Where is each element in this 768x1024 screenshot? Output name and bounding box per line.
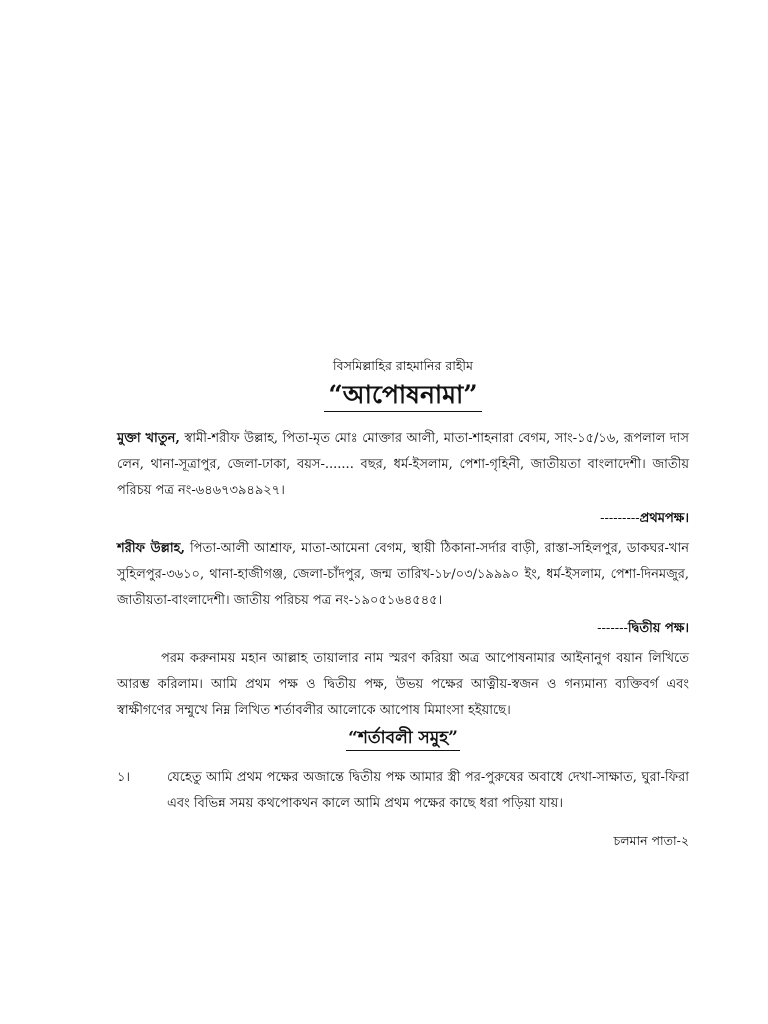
second-party-block: [117, 536, 689, 614]
narrative-paragraph: পরম করুনাময় মহান আল্লাহ তায়ালার নাম স্মরণ করিয়া অত্র আপোষনামার আইনানুগ বয়ান লিখিতে আরম্ভ করিলাম। আমি প্রথম পক্ষ ও দ্বিতীয় পক্ষ, উভয় পক্ষের আত্নীয়-স্বজন ও গন্যমান্য ব্যক্তিবর্গ এবং স্বাক্ষীগণের সম্মুখে নিম্ন লিখিত শর্তাবলীর আলোকে আপোষ মিমাংসা হইয়াছে।: [117, 651, 689, 718]
document-title: [117, 378, 689, 412]
first-party-name: মুক্তা খাতুন,: [117, 431, 180, 446]
first-party-tag: [117, 506, 689, 532]
document-title-text: “আপোষনামা”: [324, 380, 481, 412]
document-body: [117, 356, 689, 865]
clause-number: ১।: [117, 770, 131, 785]
second-party-tag-label: দ্বিতীয় পক্ষ।: [627, 621, 689, 636]
second-party-details: পিতা-আলী আশ্রাফ, মাতা-আমেনা বেগম, স্থায়ী ঠিকানা-সর্দার বাড়ী, রাস্তা-সহিলপুর, ডাকঘর-খান সুহিলপুর-৩৬১০, থানা-হাজীগঞ্জ, জেলা-চাঁদপুর, জন্ম তারিখ-১৮/০৩/১৯৯৯০ ইং, ধর্ম-ইসলাম, পেশা-দিনমজুর, জাতীয়তা-বাংলাদেশী। জাতীয় পরিচয় পত্র নং-১৯০৫১৬৪৫৪৫।: [117, 541, 689, 608]
first-party-tag-dashes: ---------: [600, 511, 640, 526]
second-party-tag-dashes: -------: [597, 621, 628, 636]
second-party-tag: [117, 616, 689, 642]
first-party-block: [117, 426, 689, 504]
first-party-tag-label: প্রথমপক্ষ।: [639, 511, 689, 526]
invocation-line: বিসমিল্লাহির রাহমানির রাহীম: [333, 358, 473, 373]
terms-title: [117, 724, 689, 752]
clause-item: [117, 765, 689, 817]
second-party-name: শরীফ উল্লাহ,: [117, 541, 185, 556]
clause-text: যেহেতু আমি প্রথম পক্ষের অজান্তে দ্বিতীয় পক্ষ আমার স্ত্রী পর-পুরুষের অবাধে দেখা-সাক্ষাত, ঘুরা-ফিরা এবং বিভিন্ন সময় কথপোকথন কালে আমি প্রথম পক্ষের কাছে ধরা পড়িয়া যায়।: [167, 770, 689, 811]
terms-title-text: “শর্তাবলী সমুহ”: [346, 726, 460, 751]
first-party-details: স্বামী-শরীফ উল্লাহ, পিতা-মৃত মোঃ মোক্তার আলী, মাতা-শাহনারা বেগম, সাং-১৫/১৬, রূপলাল দাস লেন, থানা-সূত্রাপুর, জেলা-ঢাকা, বয়স-....... বছর, ধর্ম-ইসলাম, পেশা-গৃহিনী, জাতীয়তা বাংলাদেশী। জাতীয় পরিচয় পত্র নং-৬৪৬৭৩৯৪৯২৭।: [117, 431, 689, 498]
continued-page-footer: চলমান পাতা-২: [613, 833, 689, 848]
